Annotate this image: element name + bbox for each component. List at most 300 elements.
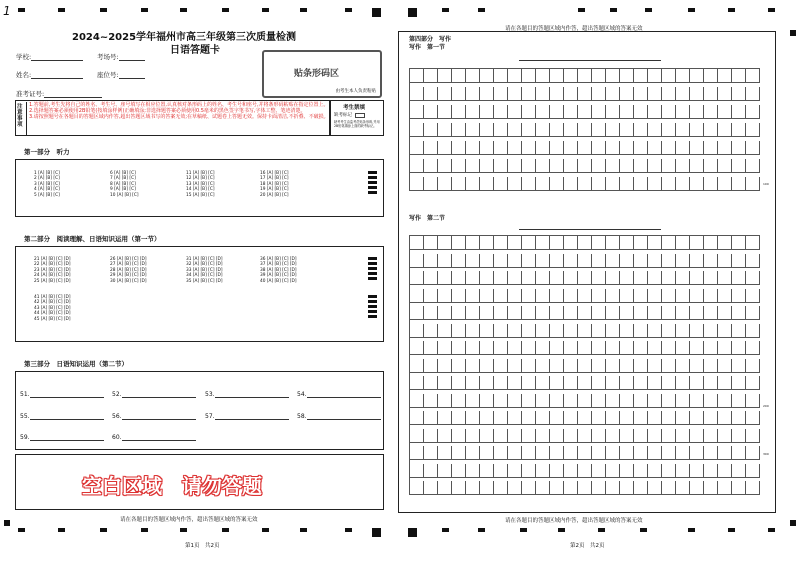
writing-cell[interactable]: [746, 359, 760, 373]
writing-cell[interactable]: [550, 123, 564, 137]
writing-cell[interactable]: [550, 105, 564, 119]
writing-cell[interactable]: [522, 446, 536, 460]
writing-cell[interactable]: [452, 271, 466, 285]
writing-cell[interactable]: [452, 87, 466, 101]
writing-cell[interactable]: [438, 446, 452, 460]
writing-cell[interactable]: [606, 464, 620, 478]
writing-cell[interactable]: [522, 141, 536, 155]
q-item[interactable]: 29 [A] [B] [C] [D]: [110, 273, 147, 279]
writing-cell[interactable]: [550, 359, 564, 373]
writing-cell[interactable]: [452, 324, 466, 338]
writing-cell[interactable]: [536, 87, 550, 101]
blank-54[interactable]: 54.: [297, 390, 381, 398]
q-item[interactable]: 19 [A] [B] [C]: [260, 187, 289, 193]
writing-cell[interactable]: [452, 105, 466, 119]
writing-cell[interactable]: [606, 254, 620, 268]
writing-cell[interactable]: [424, 376, 438, 390]
writing-cell[interactable]: [690, 177, 704, 191]
writing-cell[interactable]: [522, 324, 536, 338]
q-item[interactable]: 24 [A] [B] [C] [D]: [34, 273, 71, 279]
writing-cell[interactable]: [690, 306, 704, 320]
writing-cell[interactable]: [466, 359, 480, 373]
q-item[interactable]: 30 [A] [B] [C] [D]: [110, 278, 147, 284]
writing-cell[interactable]: [578, 69, 592, 83]
writing-cell[interactable]: [550, 429, 564, 443]
writing-cell[interactable]: [746, 141, 760, 155]
writing-cell[interactable]: [536, 69, 550, 83]
writing-cell[interactable]: [522, 341, 536, 355]
writing-cell[interactable]: [620, 105, 634, 119]
writing-cell[interactable]: [494, 289, 508, 303]
q-item[interactable]: 18 [A] [B] [C]: [260, 181, 289, 187]
writing-cell[interactable]: [634, 105, 648, 119]
writing-cell[interactable]: [606, 429, 620, 443]
writing-cell[interactable]: [480, 341, 494, 355]
writing-cell[interactable]: [550, 69, 564, 83]
writing-cell[interactable]: [466, 324, 480, 338]
writing-cell[interactable]: [550, 306, 564, 320]
writing-cell[interactable]: [452, 481, 466, 495]
writing-cell[interactable]: [494, 429, 508, 443]
sec2-title-line[interactable]: [519, 229, 661, 230]
writing-cell[interactable]: [550, 254, 564, 268]
writing-cell[interactable]: [676, 411, 690, 425]
writing-cell[interactable]: [732, 177, 746, 191]
writing-cell[interactable]: [578, 324, 592, 338]
writing-grid-2[interactable]: [409, 235, 760, 495]
writing-cell[interactable]: [466, 159, 480, 173]
writing-cell[interactable]: [648, 429, 662, 443]
writing-cell[interactable]: [438, 376, 452, 390]
writing-cell[interactable]: [746, 105, 760, 119]
writing-cell[interactable]: [578, 254, 592, 268]
writing-cell[interactable]: [718, 289, 732, 303]
writing-cell[interactable]: [662, 341, 676, 355]
writing-cell[interactable]: [578, 394, 592, 408]
writing-cell[interactable]: [648, 105, 662, 119]
writing-cell[interactable]: [522, 481, 536, 495]
writing-cell[interactable]: [606, 271, 620, 285]
blank-56[interactable]: 56.: [112, 412, 196, 420]
writing-cell[interactable]: [536, 123, 550, 137]
writing-cell[interactable]: [522, 254, 536, 268]
writing-cell[interactable]: [410, 429, 424, 443]
q-item[interactable]: 26 [A] [B] [C] [D]: [110, 257, 147, 262]
writing-cell[interactable]: [480, 159, 494, 173]
writing-cell[interactable]: [718, 464, 732, 478]
writing-cell[interactable]: [704, 289, 718, 303]
writing-cell[interactable]: [718, 69, 732, 83]
writing-cell[interactable]: [508, 306, 522, 320]
writing-cell[interactable]: [634, 69, 648, 83]
writing-cell[interactable]: [494, 446, 508, 460]
q-item[interactable]: 43 [A] [B] [C] [D]: [34, 305, 71, 311]
writing-cell[interactable]: [704, 141, 718, 155]
writing-cell[interactable]: [732, 306, 746, 320]
writing-cell[interactable]: [592, 123, 606, 137]
writing-cell[interactable]: [718, 411, 732, 425]
writing-cell[interactable]: [508, 394, 522, 408]
writing-cell[interactable]: [690, 254, 704, 268]
writing-cell[interactable]: [438, 271, 452, 285]
writing-cell[interactable]: [452, 289, 466, 303]
writing-cell[interactable]: [634, 123, 648, 137]
writing-cell[interactable]: [620, 324, 634, 338]
absent-mark-box[interactable]: [355, 113, 365, 118]
writing-cell[interactable]: [410, 177, 424, 191]
writing-cell[interactable]: [690, 411, 704, 425]
writing-cell[interactable]: [508, 324, 522, 338]
blank-55[interactable]: 55.: [20, 412, 104, 420]
writing-cell[interactable]: [508, 177, 522, 191]
q-item[interactable]: 7 [A] [B] [C]: [110, 176, 136, 182]
writing-cell[interactable]: [662, 254, 676, 268]
writing-cell[interactable]: [480, 359, 494, 373]
writing-cell[interactable]: [564, 271, 578, 285]
q-item[interactable]: 4 [A] [B] [C]: [34, 187, 60, 193]
writing-cell[interactable]: [466, 123, 480, 137]
writing-cell[interactable]: [732, 159, 746, 173]
writing-cell[interactable]: [620, 411, 634, 425]
writing-cell[interactable]: [746, 429, 760, 443]
q-item[interactable]: 1 [A] [B] [C]: [34, 171, 60, 176]
writing-cell[interactable]: [620, 429, 634, 443]
writing-cell[interactable]: [410, 376, 424, 390]
writing-cell[interactable]: [592, 481, 606, 495]
writing-cell[interactable]: [480, 105, 494, 119]
writing-cell[interactable]: [508, 376, 522, 390]
writing-cell[interactable]: [634, 87, 648, 101]
writing-cell[interactable]: [578, 105, 592, 119]
writing-cell[interactable]: [746, 341, 760, 355]
writing-cell[interactable]: [648, 69, 662, 83]
sec1-title-line[interactable]: [519, 60, 661, 61]
writing-cell[interactable]: [648, 123, 662, 137]
writing-cell[interactable]: [536, 254, 550, 268]
writing-cell[interactable]: [522, 411, 536, 425]
writing-cell[interactable]: [648, 464, 662, 478]
writing-cell[interactable]: [410, 394, 424, 408]
writing-cell[interactable]: [550, 159, 564, 173]
writing-cell[interactable]: [564, 289, 578, 303]
writing-cell[interactable]: [662, 289, 676, 303]
writing-cell[interactable]: [746, 411, 760, 425]
writing-cell[interactable]: [466, 87, 480, 101]
writing-cell[interactable]: [452, 123, 466, 137]
writing-cell[interactable]: [550, 446, 564, 460]
writing-cell[interactable]: [410, 236, 424, 250]
writing-cell[interactable]: [620, 464, 634, 478]
writing-cell[interactable]: [746, 394, 760, 408]
writing-cell[interactable]: [718, 159, 732, 173]
writing-cell[interactable]: [732, 446, 746, 460]
writing-cell[interactable]: [634, 429, 648, 443]
writing-cell[interactable]: [452, 159, 466, 173]
writing-cell[interactable]: [480, 411, 494, 425]
writing-cell[interactable]: [438, 159, 452, 173]
q-item[interactable]: 25 [A] [B] [C] [D]: [34, 278, 71, 284]
writing-cell[interactable]: [536, 394, 550, 408]
writing-cell[interactable]: [704, 446, 718, 460]
writing-cell[interactable]: [634, 376, 648, 390]
writing-cell[interactable]: [648, 271, 662, 285]
writing-cell[interactable]: [592, 177, 606, 191]
writing-cell[interactable]: [508, 359, 522, 373]
writing-cell[interactable]: [648, 177, 662, 191]
writing-cell[interactable]: [550, 177, 564, 191]
writing-cell[interactable]: [676, 359, 690, 373]
writing-cell[interactable]: [410, 271, 424, 285]
writing-cell[interactable]: [676, 464, 690, 478]
q-item[interactable]: 2 [A] [B] [C]: [34, 176, 60, 182]
writing-cell[interactable]: [410, 87, 424, 101]
writing-cell[interactable]: [522, 159, 536, 173]
writing-cell[interactable]: [732, 87, 746, 101]
writing-cell[interactable]: [620, 236, 634, 250]
writing-cell[interactable]: [634, 141, 648, 155]
writing-cell[interactable]: [704, 411, 718, 425]
writing-cell[interactable]: [550, 341, 564, 355]
writing-cell[interactable]: [606, 481, 620, 495]
writing-cell[interactable]: [466, 289, 480, 303]
seat-no-field[interactable]: [97, 70, 145, 79]
writing-cell[interactable]: [438, 141, 452, 155]
writing-cell[interactable]: [466, 341, 480, 355]
writing-cell[interactable]: [690, 341, 704, 355]
writing-cell[interactable]: [494, 123, 508, 137]
writing-cell[interactable]: [522, 376, 536, 390]
writing-cell[interactable]: [676, 324, 690, 338]
writing-cell[interactable]: [634, 359, 648, 373]
q-item[interactable]: 12 [A] [B] [C]: [186, 176, 215, 182]
writing-cell[interactable]: [550, 289, 564, 303]
writing-cell[interactable]: [494, 411, 508, 425]
writing-cell[interactable]: [522, 87, 536, 101]
writing-cell[interactable]: [410, 159, 424, 173]
writing-cell[interactable]: [634, 341, 648, 355]
writing-cell[interactable]: [508, 123, 522, 137]
writing-cell[interactable]: [466, 271, 480, 285]
writing-cell[interactable]: [690, 159, 704, 173]
writing-cell[interactable]: [466, 394, 480, 408]
writing-cell[interactable]: [480, 271, 494, 285]
writing-cell[interactable]: [606, 236, 620, 250]
writing-cell[interactable]: [676, 429, 690, 443]
writing-cell[interactable]: [564, 411, 578, 425]
writing-cell[interactable]: [676, 236, 690, 250]
blank-59[interactable]: 59.: [20, 433, 104, 441]
writing-cell[interactable]: [662, 481, 676, 495]
writing-cell[interactable]: [732, 341, 746, 355]
writing-cell[interactable]: [452, 141, 466, 155]
writing-cell[interactable]: [578, 359, 592, 373]
writing-cell[interactable]: [466, 446, 480, 460]
writing-cell[interactable]: [592, 105, 606, 119]
writing-cell[interactable]: [466, 411, 480, 425]
ticket-no-field[interactable]: [16, 89, 102, 98]
writing-cell[interactable]: [704, 87, 718, 101]
writing-cell[interactable]: [704, 481, 718, 495]
writing-cell[interactable]: [438, 341, 452, 355]
writing-cell[interactable]: [522, 123, 536, 137]
writing-cell[interactable]: [690, 141, 704, 155]
q-item[interactable]: 6 [A] [B] [C]: [110, 171, 136, 176]
writing-cell[interactable]: [620, 271, 634, 285]
q-item[interactable]: 13 [A] [B] [C]: [186, 181, 215, 187]
writing-cell[interactable]: [564, 464, 578, 478]
writing-cell[interactable]: [704, 123, 718, 137]
writing-cell[interactable]: [648, 394, 662, 408]
writing-cell[interactable]: [676, 289, 690, 303]
writing-cell[interactable]: [550, 87, 564, 101]
writing-cell[interactable]: [410, 324, 424, 338]
writing-cell[interactable]: [662, 159, 676, 173]
writing-cell[interactable]: [536, 411, 550, 425]
writing-cell[interactable]: [606, 359, 620, 373]
writing-cell[interactable]: [438, 306, 452, 320]
writing-cell[interactable]: [466, 236, 480, 250]
writing-cell[interactable]: [494, 359, 508, 373]
writing-cell[interactable]: [592, 394, 606, 408]
writing-cell[interactable]: [480, 141, 494, 155]
writing-cell[interactable]: [550, 394, 564, 408]
writing-cell[interactable]: [704, 306, 718, 320]
writing-cell[interactable]: [578, 159, 592, 173]
writing-cell[interactable]: [578, 271, 592, 285]
writing-cell[interactable]: [634, 464, 648, 478]
writing-cell[interactable]: [410, 446, 424, 460]
writing-cell[interactable]: [564, 324, 578, 338]
writing-cell[interactable]: [564, 359, 578, 373]
writing-cell[interactable]: [578, 341, 592, 355]
writing-cell[interactable]: [466, 481, 480, 495]
writing-cell[interactable]: [480, 306, 494, 320]
writing-cell[interactable]: [424, 306, 438, 320]
writing-cell[interactable]: [634, 254, 648, 268]
writing-cell[interactable]: [662, 324, 676, 338]
writing-cell[interactable]: [452, 359, 466, 373]
q-item[interactable]: 38 [A] [B] [C] [D]: [260, 267, 297, 273]
q-item[interactable]: 39 [A] [B] [C] [D]: [260, 273, 297, 279]
writing-cell[interactable]: [592, 324, 606, 338]
writing-cell[interactable]: [704, 177, 718, 191]
writing-cell[interactable]: [550, 464, 564, 478]
writing-cell[interactable]: [424, 254, 438, 268]
writing-cell[interactable]: [564, 376, 578, 390]
writing-cell[interactable]: [704, 271, 718, 285]
name-field[interactable]: [16, 70, 83, 79]
writing-cell[interactable]: [466, 376, 480, 390]
writing-cell[interactable]: [564, 69, 578, 83]
writing-cell[interactable]: [550, 411, 564, 425]
writing-cell[interactable]: [480, 123, 494, 137]
writing-cell[interactable]: [438, 87, 452, 101]
writing-cell[interactable]: [592, 289, 606, 303]
writing-cell[interactable]: [480, 254, 494, 268]
writing-cell[interactable]: [536, 481, 550, 495]
writing-cell[interactable]: [564, 159, 578, 173]
writing-cell[interactable]: [466, 429, 480, 443]
writing-cell[interactable]: [718, 105, 732, 119]
writing-cell[interactable]: [424, 464, 438, 478]
q-item[interactable]: 11 [A] [B] [C]: [186, 171, 215, 176]
writing-cell[interactable]: [662, 236, 676, 250]
writing-cell[interactable]: [592, 236, 606, 250]
writing-cell[interactable]: [466, 306, 480, 320]
writing-cell[interactable]: [508, 159, 522, 173]
writing-cell[interactable]: [592, 341, 606, 355]
writing-cell[interactable]: [564, 236, 578, 250]
writing-cell[interactable]: [718, 359, 732, 373]
writing-cell[interactable]: [592, 429, 606, 443]
writing-cell[interactable]: [466, 464, 480, 478]
q-item[interactable]: 33 [A] [B] [C] [D]: [186, 267, 223, 273]
writing-cell[interactable]: [536, 464, 550, 478]
writing-cell[interactable]: [592, 306, 606, 320]
writing-cell[interactable]: [480, 376, 494, 390]
writing-cell[interactable]: [452, 446, 466, 460]
writing-cell[interactable]: [438, 481, 452, 495]
writing-cell[interactable]: [634, 446, 648, 460]
writing-cell[interactable]: [634, 411, 648, 425]
q-item[interactable]: 9 [A] [B] [C]: [110, 187, 136, 193]
q-item[interactable]: 20 [A] [B] [C]: [260, 192, 289, 198]
writing-cell[interactable]: [690, 123, 704, 137]
writing-cell[interactable]: [676, 481, 690, 495]
writing-cell[interactable]: [676, 105, 690, 119]
writing-cell[interactable]: [648, 306, 662, 320]
writing-cell[interactable]: [424, 341, 438, 355]
writing-cell[interactable]: [606, 289, 620, 303]
writing-cell[interactable]: [606, 411, 620, 425]
writing-cell[interactable]: [578, 236, 592, 250]
writing-cell[interactable]: [550, 481, 564, 495]
writing-cell[interactable]: [424, 123, 438, 137]
writing-cell[interactable]: [690, 429, 704, 443]
q-item[interactable]: 16 [A] [B] [C]: [260, 171, 289, 176]
q-item[interactable]: 15 [A] [B] [C]: [186, 192, 215, 198]
writing-cell[interactable]: [648, 254, 662, 268]
writing-cell[interactable]: [452, 306, 466, 320]
writing-cell[interactable]: [746, 446, 760, 460]
writing-cell[interactable]: [634, 394, 648, 408]
writing-cell[interactable]: [438, 123, 452, 137]
writing-cell[interactable]: [592, 254, 606, 268]
writing-cell[interactable]: [648, 359, 662, 373]
writing-cell[interactable]: [676, 123, 690, 137]
writing-cell[interactable]: [410, 306, 424, 320]
writing-cell[interactable]: [438, 289, 452, 303]
writing-cell[interactable]: [536, 236, 550, 250]
writing-cell[interactable]: [676, 376, 690, 390]
writing-cell[interactable]: [620, 254, 634, 268]
writing-cell[interactable]: [564, 123, 578, 137]
writing-cell[interactable]: [550, 236, 564, 250]
writing-cell[interactable]: [732, 429, 746, 443]
writing-cell[interactable]: [620, 359, 634, 373]
writing-cell[interactable]: [606, 105, 620, 119]
writing-cell[interactable]: [466, 105, 480, 119]
writing-cell[interactable]: [634, 289, 648, 303]
writing-cell[interactable]: [732, 359, 746, 373]
writing-cell[interactable]: [522, 289, 536, 303]
writing-cell[interactable]: [620, 141, 634, 155]
writing-cell[interactable]: [522, 69, 536, 83]
writing-cell[interactable]: [522, 271, 536, 285]
writing-cell[interactable]: [410, 289, 424, 303]
writing-cell[interactable]: [480, 394, 494, 408]
writing-cell[interactable]: [620, 87, 634, 101]
